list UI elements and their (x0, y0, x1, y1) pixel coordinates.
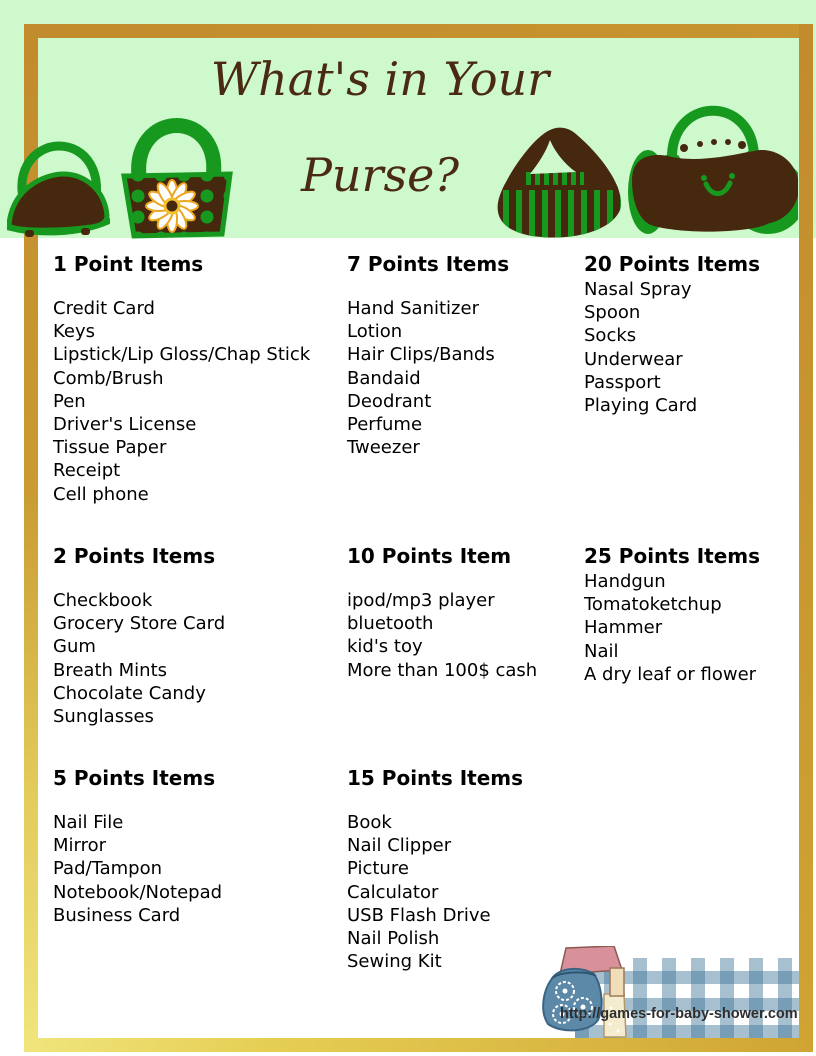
section-heading: 15 Points Items (347, 766, 524, 790)
list-item: Sunglasses (53, 706, 154, 728)
list-item: Lotion (347, 321, 403, 343)
list-item: Playing Card (584, 395, 698, 417)
list-item: Checkbook (53, 590, 153, 611)
section-items (584, 278, 760, 417)
section-heading: 2 Points Items (53, 544, 216, 568)
list-item: Sewing Kit (347, 951, 442, 973)
section-20-points-items (584, 252, 760, 417)
section-25-points-items (584, 544, 760, 686)
list-item: Tomatoketchup (584, 594, 722, 616)
list-item: Passport (584, 371, 661, 393)
section-items (347, 811, 523, 973)
page-title-line1: What's in Your (210, 52, 550, 106)
page-title-line2: Purse? (300, 148, 460, 202)
section-heading: 25 Points Items (584, 544, 761, 568)
list-item: Picture (347, 858, 409, 880)
list-item: Lipstick/Lip Gloss/Chap Stick (53, 344, 311, 366)
list-item: Credit Card (53, 298, 155, 319)
shopper-doll-icon (538, 946, 642, 1042)
list-item: Tweezer (347, 437, 420, 459)
section-heading: 20 Points Items (584, 252, 761, 276)
list-item: Nail File (53, 812, 124, 833)
list-item: Breath Mints (53, 659, 168, 681)
list-item: bluetooth (347, 613, 434, 635)
barrel-purse-icon (620, 84, 798, 244)
section-items (53, 589, 225, 728)
section-5-points-items (53, 766, 222, 927)
section-1-point-items (53, 252, 310, 506)
section-15-points-items (347, 766, 523, 973)
section-heading: 5 Points Items (53, 766, 216, 790)
list-item: Nail (584, 640, 619, 662)
section-7-points-items (347, 252, 509, 459)
section-items (347, 297, 509, 459)
dome-purse-icon (7, 128, 110, 242)
frame-border-bottom (24, 1038, 813, 1052)
list-item: Nail Clipper (347, 835, 452, 857)
list-item: Receipt (53, 460, 121, 482)
list-item: Pen (53, 390, 86, 412)
section-items (347, 589, 537, 682)
section-2-points-items (53, 544, 225, 728)
list-item: USB Flash Drive (347, 904, 491, 926)
site-url-link[interactable]: http://games-for-baby-shower.com (560, 1006, 798, 1022)
list-item: Nasal Spray (584, 279, 692, 300)
list-item: Grocery Store Card (53, 613, 226, 635)
list-item: Spoon (584, 302, 641, 324)
frame-border-top (24, 24, 813, 38)
list-item: Chocolate Candy (53, 682, 206, 704)
list-item: Hair Clips/Bands (347, 344, 495, 366)
list-item: Hammer (584, 617, 663, 639)
section-items (584, 570, 760, 686)
list-item: Socks (584, 325, 637, 347)
list-item: Mirror (53, 835, 107, 857)
list-item: Deodrant (347, 390, 432, 412)
list-item: Notebook/Notepad (53, 881, 223, 903)
list-item: Driver's License (53, 414, 197, 436)
hobo-purse-icon (490, 126, 630, 246)
list-item: Bandaid (347, 367, 421, 389)
section-10-points-item (347, 544, 537, 682)
section-heading: 10 Points Item (347, 544, 512, 568)
list-item: kid's toy (347, 636, 423, 658)
list-item: Nail Polish (347, 928, 440, 950)
list-item: ipod/mp3 player (347, 590, 495, 611)
list-item: Business Card (53, 904, 181, 926)
section-heading: 7 Points Items (347, 252, 510, 276)
list-item: Comb/Brush (53, 367, 164, 389)
list-item: Hand Sanitizer (347, 298, 479, 319)
section-items (53, 297, 310, 506)
list-item: A dry leaf or flower (584, 663, 757, 685)
list-item: Underwear (584, 348, 683, 370)
list-item: More than 100$ cash (347, 659, 538, 681)
section-items (53, 811, 222, 927)
list-item: Cell phone (53, 483, 149, 505)
list-item: Perfume (347, 414, 423, 436)
list-item: Pad/Tampon (53, 858, 162, 880)
list-item: Gum (53, 636, 96, 658)
list-item: Book (347, 812, 392, 833)
list-item: Keys (53, 321, 96, 343)
list-item: Tissue Paper (53, 437, 167, 459)
list-item: Handgun (584, 571, 666, 592)
polka-dot-purse-icon (108, 84, 246, 244)
frame-border-right (799, 24, 813, 1052)
section-heading: 1 Point Items (53, 252, 204, 276)
list-item: Calculator (347, 881, 439, 903)
